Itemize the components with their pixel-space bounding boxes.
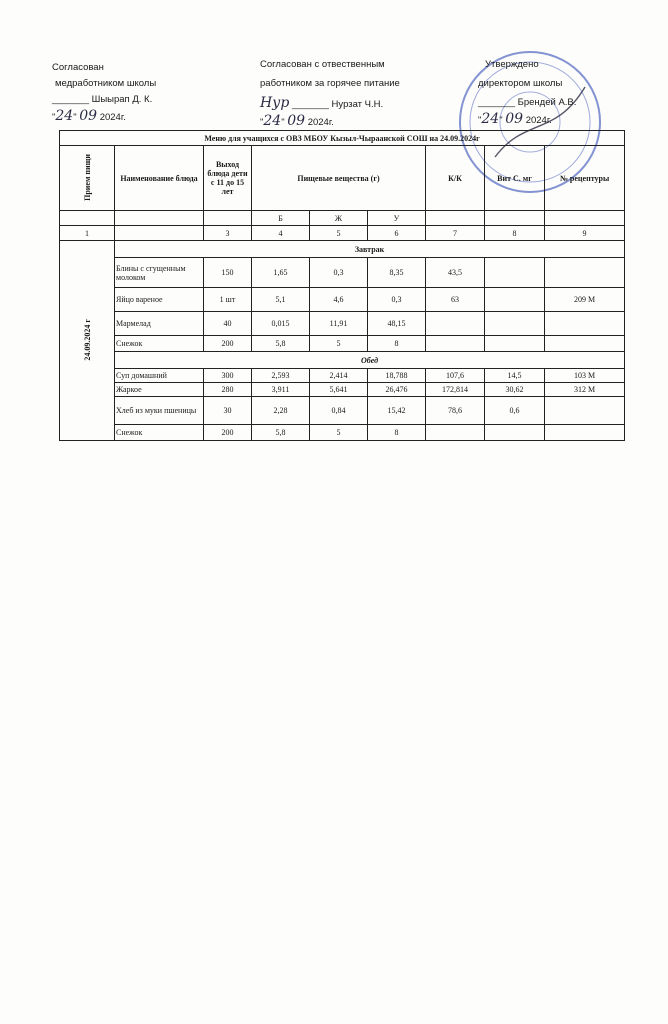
dish-zh: 5	[310, 425, 368, 441]
dish-zh: 0,3	[310, 258, 368, 288]
col-num: 6	[368, 226, 426, 241]
dish-yield: 280	[204, 383, 252, 397]
col-meal	[60, 146, 115, 211]
dish-yield: 200	[204, 336, 252, 352]
dish-u: 26,476	[368, 383, 426, 397]
date-day: 24	[263, 113, 282, 129]
dish-b: 2,28	[252, 397, 310, 425]
col-vitc: Вит С. мг	[485, 146, 545, 211]
dish-kk	[426, 336, 485, 352]
date-month: 09	[79, 108, 98, 124]
dish-yield: 40	[204, 312, 252, 336]
lunch-header-row	[60, 352, 625, 369]
dish-yield: 30	[204, 397, 252, 425]
column-numbers-row	[60, 226, 625, 241]
breakfast-header-row	[60, 241, 625, 258]
col-nutrients: Пищевые вещества (г)	[252, 146, 426, 211]
dish-u: 15,42	[368, 397, 426, 425]
approval-medical-line1: Согласован	[52, 62, 104, 73]
approval-hot-date: "24" 09 2024г.	[260, 113, 334, 129]
approval-medical-signer: _______ Шыырап Д. К.	[52, 94, 153, 105]
dish-name: Жаркое	[115, 383, 204, 397]
dish-yield: 300	[204, 369, 252, 383]
dish-vit: 30,62	[485, 383, 545, 397]
dish-rec	[545, 397, 625, 425]
dish-b: 0,015	[252, 312, 310, 336]
date-day: 24	[481, 111, 500, 127]
dish-u: 8	[368, 425, 426, 441]
dish-rec: 103 М	[545, 369, 625, 383]
dish-name: Блины с сгущенным молоком	[115, 258, 204, 288]
dish-u: 18,788	[368, 369, 426, 383]
approval-director	[478, 57, 576, 129]
date-year: 2024г.	[307, 117, 334, 128]
col-meal-label: Прием пищи	[82, 153, 92, 201]
date-month: 09	[287, 113, 306, 129]
lunch-label: Обед	[115, 352, 625, 369]
dish-vit	[485, 288, 545, 312]
dish-name: Снежок	[115, 336, 204, 352]
date-cell	[60, 241, 115, 441]
table-row	[60, 258, 625, 288]
dish-zh: 4,6	[310, 288, 368, 312]
approval-hot-meals	[260, 57, 400, 131]
dish-yield: 1 шт	[204, 288, 252, 312]
letter-zh: Ж	[310, 211, 368, 226]
dish-b: 5,8	[252, 425, 310, 441]
col-dish: Наименование блюда	[115, 146, 204, 211]
dish-zh: 11,91	[310, 312, 368, 336]
dish-kk	[426, 425, 485, 441]
dish-b: 3,911	[252, 383, 310, 397]
dish-name: Мармелад	[115, 312, 204, 336]
approval-hot-line2: работником за горячее питание	[260, 78, 400, 89]
table-row	[60, 369, 625, 383]
dish-kk: 43,5	[426, 258, 485, 288]
col-yield: Выход блюда дети с 11 до 15 лет	[204, 146, 252, 211]
dish-kk: 172,814	[426, 383, 485, 397]
dish-vit	[485, 425, 545, 441]
col-num	[115, 226, 204, 241]
dish-rec: 209 М	[545, 288, 625, 312]
menu-table	[59, 130, 625, 441]
approval-director-line2: директором школы	[478, 78, 563, 89]
letter-b: Б	[252, 211, 310, 226]
dish-kk: 63	[426, 288, 485, 312]
breakfast-label: Завтрак	[115, 241, 625, 258]
dish-u: 8	[368, 336, 426, 352]
dish-vit	[485, 336, 545, 352]
date-day: 24	[55, 108, 74, 124]
dish-vit	[485, 312, 545, 336]
dish-name: Яйцо вареное	[115, 288, 204, 312]
dish-yield: 200	[204, 425, 252, 441]
dish-rec	[545, 336, 625, 352]
approval-medical-line2: медработником школы	[55, 78, 157, 89]
col-kcal: К/К	[426, 146, 485, 211]
dish-kk	[426, 312, 485, 336]
dish-name: Суп домашний	[115, 369, 204, 383]
approval-hot-line1: Согласован с отвественным	[260, 59, 385, 70]
dish-zh: 2,414	[310, 369, 368, 383]
dish-u: 48,15	[368, 312, 426, 336]
approval-director-line1: Утверждено	[485, 59, 539, 70]
dish-zh: 0,84	[310, 397, 368, 425]
approval-medical	[52, 60, 156, 126]
table-row	[60, 397, 625, 425]
dish-b: 2,593	[252, 369, 310, 383]
dish-kk: 78,6	[426, 397, 485, 425]
approval-director-date: "24" 09 2024г.	[478, 111, 552, 127]
dish-vit: 0,6	[485, 397, 545, 425]
dish-rec	[545, 312, 625, 336]
approval-medical-date: "24" 09 2024г.	[52, 108, 126, 124]
dish-name: Снежок	[115, 425, 204, 441]
menu-title: Меню для учащихся с ОВЗ МБОУ Кызыл-Чыраанской СОШ на 24.09.2024г	[60, 131, 625, 146]
letter-u: У	[368, 211, 426, 226]
dish-rec	[545, 425, 625, 441]
table-row	[60, 425, 625, 441]
table-row	[60, 336, 625, 352]
dish-rec	[545, 258, 625, 288]
col-recipe: № рецептуры	[545, 146, 625, 211]
dish-rec: 312 М	[545, 383, 625, 397]
dish-zh: 5	[310, 336, 368, 352]
table-title-row	[60, 131, 625, 146]
col-num: 7	[426, 226, 485, 241]
col-num: 4	[252, 226, 310, 241]
dish-vit	[485, 258, 545, 288]
col-num: 3	[204, 226, 252, 241]
column-header-row	[60, 146, 625, 211]
handwritten-initials: Нур	[260, 95, 290, 111]
dish-u: 0,3	[368, 288, 426, 312]
date-label: 24.09.2024 г	[82, 318, 92, 361]
nutrient-letters-row	[60, 211, 625, 226]
col-num: 8	[485, 226, 545, 241]
col-num: 9	[545, 226, 625, 241]
table-row	[60, 288, 625, 312]
dish-kk: 107,6	[426, 369, 485, 383]
dish-yield: 150	[204, 258, 252, 288]
date-year: 2024г.	[99, 112, 126, 123]
dish-b: 5,1	[252, 288, 310, 312]
dish-zh: 5,641	[310, 383, 368, 397]
approval-hot-signer	[260, 95, 400, 113]
table-row	[60, 312, 625, 336]
col-num: 5	[310, 226, 368, 241]
dish-b: 1,65	[252, 258, 310, 288]
approval-hot-signer-text: _______ Нурзат Ч.Н.	[291, 99, 384, 110]
date-month: 09	[505, 111, 524, 127]
date-year: 2024г.	[525, 115, 552, 126]
dish-b: 5,8	[252, 336, 310, 352]
dish-name: Хлеб из муки пшеницы	[115, 397, 204, 425]
col-num: 1	[60, 226, 115, 241]
table-row	[60, 383, 625, 397]
dish-vit: 14,5	[485, 369, 545, 383]
dish-u: 8,35	[368, 258, 426, 288]
approval-director-signer: _______ Брендей А.В.	[478, 97, 577, 108]
